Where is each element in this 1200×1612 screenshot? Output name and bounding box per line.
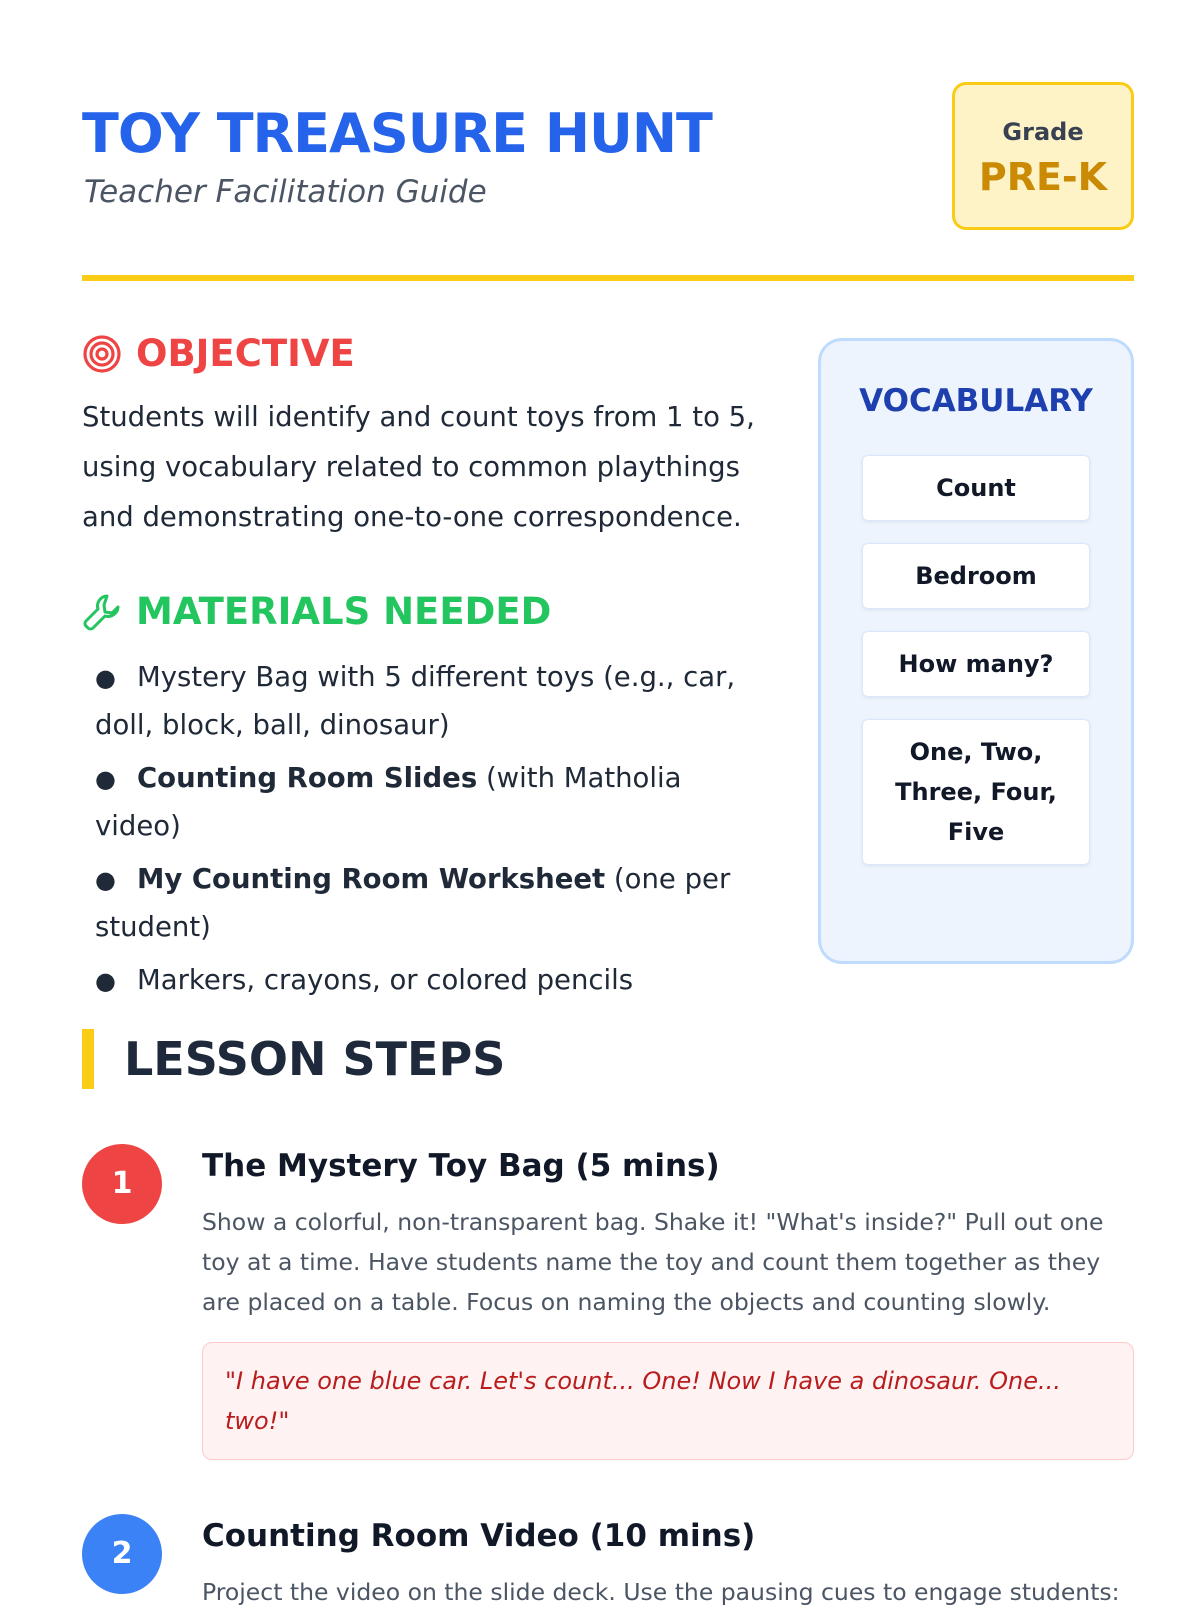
grade-label: Grade bbox=[1002, 118, 1084, 146]
step-title: Counting Room Video (10 mins) bbox=[202, 1518, 756, 1554]
step-number-badge: 2 bbox=[82, 1514, 162, 1594]
vocabulary-title: VOCABULARY bbox=[859, 383, 1093, 419]
vocab-word: Bedroom bbox=[862, 543, 1090, 609]
materials-list bbox=[82, 654, 762, 1005]
material-bold: Counting Room Slides bbox=[137, 762, 478, 794]
list-item bbox=[95, 957, 762, 1005]
step-body bbox=[202, 1514, 1134, 1612]
page-title: TOY TREASURE HUNT bbox=[82, 102, 712, 165]
bullet-icon: ● bbox=[95, 967, 116, 995]
vocab-word: Count bbox=[862, 455, 1090, 521]
step-number-badge: 1 bbox=[82, 1144, 162, 1224]
wrench-icon bbox=[82, 592, 122, 632]
header-divider bbox=[82, 275, 1134, 281]
materials-heading-text: MATERIALS NEEDED bbox=[136, 590, 552, 633]
step-description: Show a colorful, non-transparent bag. Shake it! "What's inside?" Pull out one toy at a time. Have students name the toy and count them together as they are placed on a table. Focus on naming the objects and counting slowly. bbox=[202, 1208, 1104, 1316]
heading-accent-bar bbox=[82, 1029, 94, 1089]
header bbox=[82, 82, 1134, 242]
materials-section bbox=[82, 588, 762, 1005]
vocabulary-card bbox=[818, 338, 1134, 964]
left-column bbox=[82, 330, 762, 1011]
bullet-icon: ● bbox=[95, 765, 116, 793]
vocab-word: How many? bbox=[862, 631, 1090, 697]
material-bold: My Counting Room Worksheet bbox=[137, 863, 606, 895]
material-text: Markers, crayons, or colored pencils bbox=[137, 964, 634, 996]
step-description: Project the video on the slide deck. Use the pausing cues to engage students: bbox=[202, 1578, 1120, 1606]
objective-text: Students will identify and count toys from 1 to 5, using vocabulary related to common playthings and demonstrating one-to-one correspondence. bbox=[82, 401, 755, 533]
grade-badge bbox=[952, 82, 1134, 230]
page-subtitle: Teacher Facilitation Guide bbox=[84, 174, 487, 210]
material-text: Mystery Bag with 5 different toys (e.g., car, doll, block, ball, dinosaur) bbox=[95, 661, 736, 741]
step-title: The Mystery Toy Bag (5 mins) bbox=[202, 1148, 720, 1184]
vocabulary-list bbox=[862, 455, 1090, 887]
bullet-icon: ● bbox=[95, 866, 116, 894]
material-text: (with Matholia video) bbox=[95, 762, 682, 842]
step-body bbox=[202, 1144, 1134, 1460]
list-item bbox=[95, 856, 762, 951]
step-script-quote: "I have one blue car. Let's count... One! Now I have a dinosaur. One... two!" bbox=[202, 1342, 1134, 1460]
material-text: (one per student) bbox=[95, 863, 731, 943]
vocab-word: One, Two, Three, Four, Five bbox=[862, 719, 1090, 865]
objective-heading bbox=[82, 330, 762, 378]
lesson-steps-heading bbox=[82, 1030, 505, 1088]
bullet-icon: ● bbox=[95, 664, 116, 692]
materials-heading bbox=[82, 588, 762, 636]
list-item bbox=[95, 755, 762, 850]
objective-section bbox=[82, 330, 762, 542]
target-icon bbox=[82, 334, 122, 374]
objective-heading-text: OBJECTIVE bbox=[136, 332, 355, 375]
grade-value: PRE-K bbox=[978, 155, 1108, 199]
list-item bbox=[95, 654, 762, 749]
lesson-steps-title: LESSON STEPS bbox=[124, 1032, 506, 1086]
